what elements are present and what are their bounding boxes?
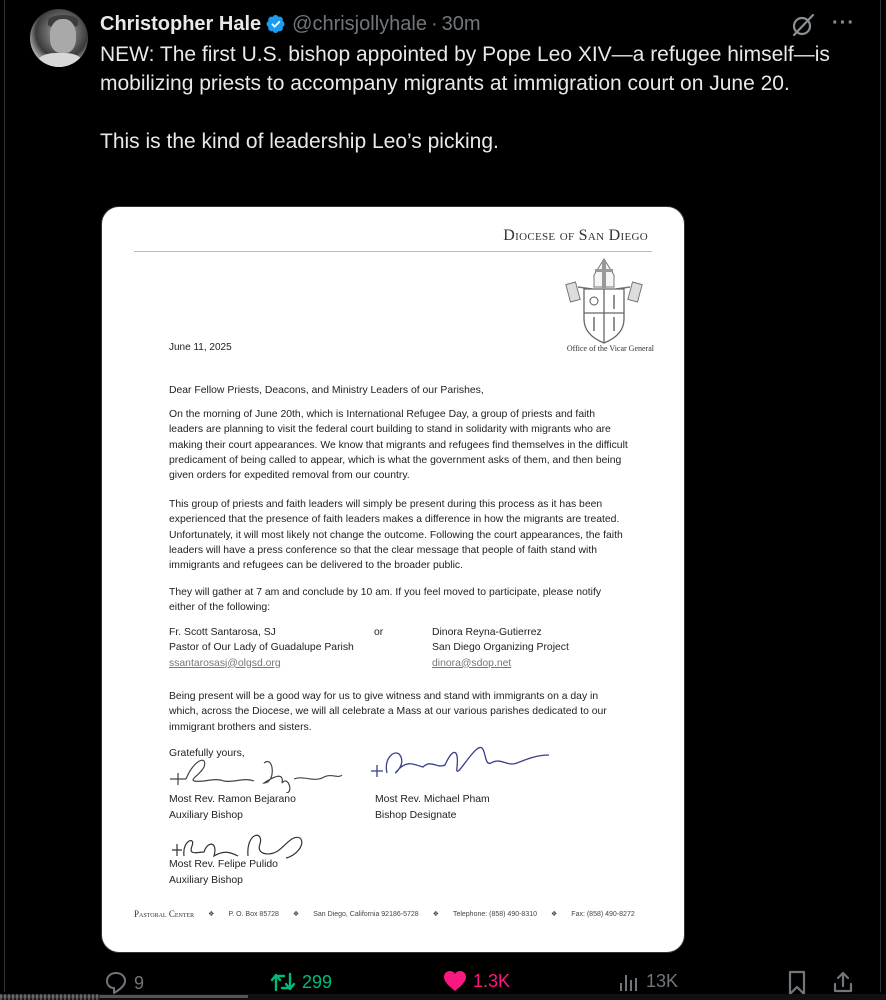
closing: Gratefully yours, xyxy=(169,748,245,759)
signatory-pulido xyxy=(169,857,278,889)
tweet-text xyxy=(100,40,860,156)
retweet-count: 299 xyxy=(302,971,333,992)
horizontal-scrollbar[interactable] xyxy=(0,994,886,1000)
author-name[interactable]: Christopher Hale xyxy=(100,12,262,35)
signatory-name: Most Rev. Ramon Bejarano xyxy=(169,794,296,805)
letter-paragraph xyxy=(169,497,629,573)
footer-center: Pastoral Center xyxy=(134,909,195,919)
signatory-bejarano xyxy=(169,792,296,824)
paragraph-text: They will gather at 7 am and conclude by 10 am. If you feel moved to participate, please notify either of the following: xyxy=(169,587,602,614)
tweet-paragraph: NEW: The first U.S. bishop appointed by Pope Leo XIV—a refugee himself—is mobilizing priests to accompany migrants at immigration court on June 20. xyxy=(100,43,830,95)
timeline-border-right xyxy=(880,0,881,992)
letter-paragraph xyxy=(169,585,629,616)
verified-badge-icon[interactable] xyxy=(266,14,286,34)
tweet-time[interactable]: 30m xyxy=(441,12,481,35)
contact-org: San Diego Organizing Project xyxy=(432,642,569,654)
retweet-icon xyxy=(270,970,296,994)
reply-count: 9 xyxy=(134,972,145,993)
more-icon[interactable]: ··· xyxy=(832,12,855,34)
footer-separator: ❖ xyxy=(208,911,215,918)
bookmark-button[interactable] xyxy=(786,970,808,996)
contact-email: ssantarosasj@olgsd.org xyxy=(169,657,281,669)
avatar[interactable] xyxy=(30,9,88,67)
footer-fax: Fax: (858) 490-8272 xyxy=(571,910,635,918)
views-button[interactable] xyxy=(618,970,678,992)
letter-date: June 11, 2025 xyxy=(169,342,232,353)
share-button[interactable] xyxy=(832,970,854,994)
office-label: Office of the Vicar General xyxy=(566,344,654,353)
tweet-header xyxy=(100,10,481,38)
signatory-name: Most Rev. Felipe Pulido xyxy=(169,859,278,870)
bookmark-icon xyxy=(786,970,808,996)
scrollbar-track-pattern xyxy=(0,994,100,1000)
footer-telephone: Telephone: (858) 490-8310 xyxy=(452,910,538,918)
footer-po-box: P. O. Box 85728 xyxy=(228,910,279,918)
share-icon xyxy=(832,970,854,994)
signature-bejarano-icon xyxy=(164,753,344,793)
contact-santarosa xyxy=(169,625,354,671)
paragraph-text: This group of priests and faith leaders will simply be present during this process as it has been experienced that the presence of faith leaders makes a difference in how the migrants are treated. Unfortunately, it will most likely not change the outcome. Following the court appearances, the faith leaders will have a press conference so that the clear message that people of faith stand with immigrants and refugees can be delivered to the broader public. xyxy=(169,499,623,572)
contact-reyna-gutierrez xyxy=(432,625,569,671)
paragraph-text: On the morning of June 20th, which is International Refugee Day, a group of priests and faith leaders are planning to visit the federal court building to stand in solidarity with migrants who are making their court appearances. We know that migrants and refugees find themselves in the difficult predicament of being called to appear, which is what the government asks of them, and then being given orders for expedited removal from our country. xyxy=(169,409,628,482)
footer-separator: ❖ xyxy=(551,911,558,918)
signatory-title: Bishop Designate xyxy=(375,810,457,821)
reply-icon xyxy=(104,970,128,996)
diocese-letter xyxy=(102,207,684,952)
signatory-title: Auxiliary Bishop xyxy=(169,810,243,821)
contact-or: or xyxy=(374,627,384,638)
contact-name: Fr. Scott Santarosa, SJ xyxy=(169,627,276,638)
avatar-face xyxy=(50,19,76,53)
footer-separator: ❖ xyxy=(432,911,439,918)
grok-icon[interactable] xyxy=(790,12,816,38)
avatar-shirt xyxy=(38,53,82,67)
author-handle[interactable]: @chrisjollyhale xyxy=(292,12,427,35)
signatory-name: Most Rev. Michael Pham xyxy=(375,794,490,805)
letter-footer xyxy=(134,909,635,919)
reply-button[interactable] xyxy=(104,970,144,996)
timeline-border-left xyxy=(4,0,5,992)
tweet-paragraph: This is the kind of leadership Leo’s picking. xyxy=(100,130,499,153)
paragraph-text: Being present will be a good way for us to give witness and stand with immigrants on a day in which, across the Diocese, we will all celebrate a Mass at our various parishes dedicated to our immigrant brothers and sisters. xyxy=(169,691,607,733)
coat-of-arms-icon xyxy=(564,257,644,345)
footer-city: San Diego, California 92186-5728 xyxy=(313,910,419,918)
like-button[interactable] xyxy=(443,970,510,992)
heart-icon xyxy=(443,970,467,992)
contact-org: Pastor of Our Lady of Guadalupe Parish xyxy=(169,642,354,654)
contact-email: dinora@sdop.net xyxy=(432,657,512,669)
signatory-pham xyxy=(375,792,490,824)
retweet-button[interactable] xyxy=(270,970,332,994)
letterhead-rule xyxy=(134,251,652,252)
letterhead-title: Diocese of San Diego xyxy=(503,227,648,244)
contact-name: Dinora Reyna-Gutierrez xyxy=(432,627,542,638)
like-count: 1.3K xyxy=(473,970,511,991)
tweet-image-letter[interactable] xyxy=(101,206,685,953)
separator-dot: · xyxy=(430,12,438,35)
letter-paragraph xyxy=(169,407,629,483)
signature-pham-icon xyxy=(367,737,552,787)
salutation xyxy=(169,383,629,398)
letter-paragraph xyxy=(169,689,629,735)
footer-separator: ❖ xyxy=(292,911,300,918)
views-icon xyxy=(618,970,640,992)
views-count: 13K xyxy=(646,970,679,991)
salutation-text: Dear Fellow Priests, Deacons, and Ministry Leaders of our Parishes, xyxy=(169,385,484,396)
signatory-title: Auxiliary Bishop xyxy=(169,875,243,886)
